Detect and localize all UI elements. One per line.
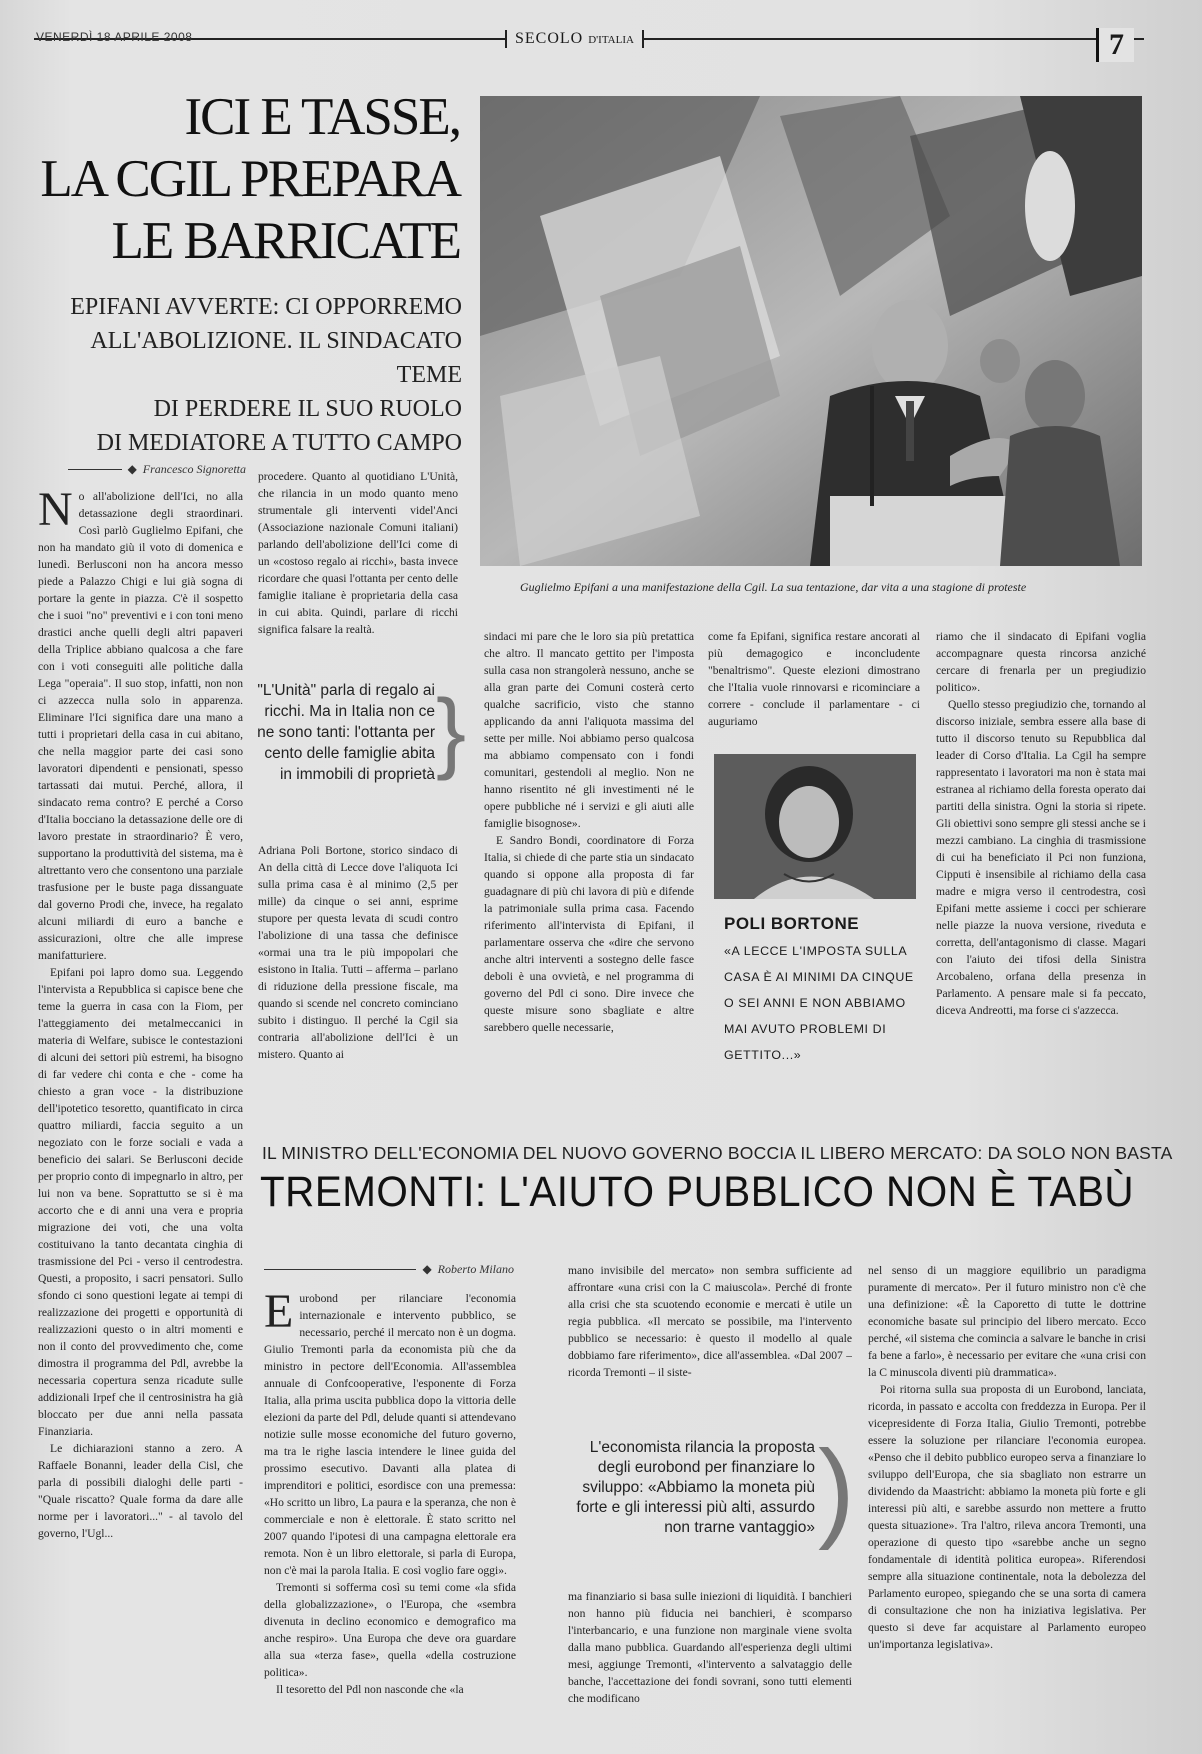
paragraph: ma finanziario si basa sulle iniezioni di liquidità. I banchieri non hanno più fiducia nei banchieri, è scomparso l'interbancario, e una funzione non marginale viene svolta dalla mano pubblica. Guardando all'esperienza degli ultimi mesi, aggiunge Tremonti, «l'intervento a salvataggio delle banche, l'accettazione dei fondi sovrani, sono tutti elementi che modificano xyxy=(568,1590,852,1705)
paragraph: Quello stesso pregiudizio che, tornando al discorso iniziale, sembra essere alla base di tutto il discorso tenuto su Repubblica dal leader di Corso d'Italia. La Cgil ha sempre rappresentato i lavoratori ma non è stata mai estranea al richiamo della foresta operato dai partiti della sinistra. Ogni la storia si ripete. Gli obiettivi sono sempre gli stessi anche se i mezzi cambiano. La cinghia di trasmissione di cui ha beneficiato il Pci non funziona, Cipputi è insensibile al richiamo della casa madre e migra verso il centrodestra, così Epifani mette assieme i cocci per schierare nelle piazze la nuova versione, riveduta e corretta, dell'antagonismo di classe. Magari con l'aiuto dei tifosi della Sinistra Arcobaleno, orfana della presenza in Parlamento. A pensare male si fa peccato, diceva Andreotti, ma forse ci s'azzecca. xyxy=(936,698,1146,1017)
subheadline-line: ALL'ABOLIZIONE. IL SINDACATO TEME xyxy=(90,328,462,388)
poli-bortone-quote: «A LECCE L'IMPOSTA SULLA CASA È AI MINIMI DA CINQUE O SEI ANNI E NON ABBIAMO MAI AVUTO PROBLEMI DI GETTITO...» xyxy=(724,944,914,1062)
article1-column-3 xyxy=(484,628,694,1068)
article1-column-4 xyxy=(708,628,920,740)
article1-column-5 xyxy=(936,628,1146,1068)
article2-column-2-top xyxy=(568,1262,852,1426)
article2-headline: TREMONTI: L'AIUTO PUBBLICO NON È TABÙ xyxy=(260,1168,1135,1216)
page-number: 7 xyxy=(1096,28,1134,62)
paper-suffix: D'ITALIA xyxy=(588,34,634,46)
poli-bortone-text xyxy=(724,914,919,1068)
pull-quote-bracket: } xyxy=(436,682,467,782)
paragraph: procedere. Quanto al quotidiano L'Unità, che rilancia in un modo quanto meno strumentale gli interventi videl'Anci (Associazione nazionale Comuni italiani) parlando dell'abolizione dell'Ici come di un «costoso regalo ai ricchi», basta invece ricordare che quasi l'ottanta per cento delle famiglie italiane è proprietaria della casa in cui abita. Quindi, parlare di ricchi significa falsare la realtà. xyxy=(258,470,458,636)
byline-rule xyxy=(68,469,122,470)
paragraph: sindaci mi pare che le loro sia più pretattica che altro. Il mancato gettito per l'imposta sulla casa non strangolerà nessuno, anche se alla gran parte dei Comuni costerà certo qualche sacrificio, visto che stanno applicando da anni l'aliquota massima del sette per mille. Noi abbiamo perso qualcosa ma abbiamo compensato con i fondi comunitari, gestendoli al meglio. Non ne hanno risentito né gli investimenti né le opere pubbliche né i servizi e gli aiuti alle famiglie bisognose». xyxy=(484,630,694,830)
article2-kicker: IL MINISTRO DELL'ECONOMIA DEL NUOVO GOVERNO BOCCIA IL LIBERO MERCATO: DA SOLO NON BASTA xyxy=(262,1143,1173,1163)
portrait-illustration xyxy=(714,754,916,899)
article2-author: Roberto Milano xyxy=(437,1262,514,1276)
poli-bortone-photo xyxy=(714,754,916,899)
article2-column-1 xyxy=(264,1290,516,1740)
byline-diamond-icon: ◆ xyxy=(127,462,137,476)
paragraph: nel senso di un maggiore equilibrio un paradigma puramente di mercato». Per il futuro ministro non c'è che una definizione: «È la Caporetto di tutte le dottrine economiche basate sul principio del libero mercato. Ecco perché, «il sistema che comincia a salvare le banche in crisi fa bene a farlo», è necessario per evitare che «una crisi con la C minuscola diventi più drammatica». xyxy=(868,1264,1146,1379)
poli-bortone-box xyxy=(714,754,916,1074)
paper-name: SECOLO xyxy=(515,30,584,47)
dropcap: E xyxy=(264,1290,294,1338)
article2-column-3 xyxy=(868,1262,1146,1742)
headline-line: LA CGIL PREPARA xyxy=(40,150,460,208)
headline-line: LE BARRICATE xyxy=(111,212,460,270)
paragraph: come fa Epifani, significa restare ancorati al più demagogico e inconcludente "benaltrismo". Queste elezioni dimostrano che l'Italia vuole rinnovarsi e ricominciare a correre - conclude il parlamentare - ci auguriamo xyxy=(708,630,920,728)
epifani-photo xyxy=(480,96,1142,566)
paragraph: Tremonti si sofferma così su temi come «la sfida della globalizzazione», o l'Europa, che «sembra divenuta in declino economico e demografico ma anche respiro». Una Europa che deve ora guardare alla sua «terza fase», quella «della costruzione politica». xyxy=(264,1581,516,1679)
subheadline-line: DI PERDERE IL SUO RUOLO xyxy=(153,396,462,422)
paragraph: mano invisibile del mercato» non sembra sufficiente ad affrontare «una crisi con la C maiuscola». Perché di fronte alla crisi che sta scuotendo economie e mercati è utile un regia pubblica. «Il mercato se possibile, ma l'intervento pubblico se necessario: è questo il modello al quale dobbiamo fare riferimento», dice all'assemblea. «Dal 2007 – ricorda Tremonti – il siste- xyxy=(568,1264,852,1379)
paragraph: Il tesoretto del Pdl non nasconde che «la xyxy=(276,1683,464,1696)
photo-caption: Guglielmo Epifani a una manifestazione della Cgil. La sua tentazione, dar vita a una stagione di proteste xyxy=(520,580,1027,594)
paragraph: o all'abolizione dell'Ici, no alla detassazione degli straordinari. Così parlò Guglielmo Epifani, che non ha mandato giù il voto di domenica e lunedì. Berlusconi non ha ancora messo piede a Palazzo Chigi e lui già sogna di portare la gente in piazza. C'è il sospetto che i suoi "no" preventivi e i con toni meno drastici anche quelli degli altri papaveri della Triplice abbiano qualcosa a che fare con i voti conseguiti alle politiche dalla Lega "operaia". Il suo stop, infatti, non non ci azzecca nulla solo in apparenza. Eliminare l'Ici significa dare una mano a tutti i proprietari della casa in cui abitano, che nella maggior parte dei casi sono lavoratori dipendenti e pensionati, spesso tartassati dai mutui. Perché, allora, il sindacato rema contro? E perché a Corso d'Italia bocciano la detassazione delle ore di lavoro prestate in straordinario? È vero, supportano la produttività del sistema, ma è altrettanto vero che consentono una parziale trasfusione per le buste paga dissanguate dal governo Prodi che, invece, ha regalato alcuni miliardi di euro a banche e assicurazioni, oltre che alle imprese manifatturiere. xyxy=(38,490,243,962)
byline-diamond-icon: ◆ xyxy=(422,1262,432,1276)
paragraph: urobond per rilanciare l'economia internazionale e intervento pubblico, se necessario, perché il mercato non è un dogma. Giulio Tremonti parla da economista più che da ministro in pectore dell'Economia. All'assemblea annuale di Confcooperative, l'esponente di Forza Italia, alla prima uscita pubblica dopo la vittoria delle elezioni da parte del Pdl, delude quanti si attendevano notizie sulle mosse economiche del futuro governo, ma tra le righe lascia intendere le linee guida del prossimo esecutivo. Davanti alla platea di imprenditori e politici, esordisce con una premessa: «Ho scritto un libro, La paura e la speranza, che non è commerciale e non è elettorale. È stato scritto nel 2007 quando l'ipotesi di una campagna elettorale era remota. Non è un libro elettorale, si parla di Europa, non c'è mai la parola Italia. E così voglio fare oggi». xyxy=(264,1292,516,1577)
subheadline-line: EPIFANI AVVERTE: CI OPPORREMO xyxy=(70,294,462,320)
article1-subheadline xyxy=(20,290,462,460)
article1-headline xyxy=(20,86,460,272)
masthead-date: VENERDÌ 18 APRILE 2008 xyxy=(36,30,193,44)
article1-column-2-bottom xyxy=(258,842,458,1066)
paragraph: Poi ritorna sulla sua proposta di un Eurobond, lanciata, ricorda, in passato e accolta con freddezza in Europa. Per il vicepresidente di Forza Italia, Giulio Tremonti, potrebbe essere la soluzione per rilanciare l'economia europea. «Penso che il debito pubblico europeo serva a finanziare lo sviluppo dell'Europa, che sia sbagliato non estrarre un dividendo da Maastricht: abbiamo la moneta più forte e gli interessi più alti, e sarebbe assurdo non mettere a frutto questa situazione». Tra l'altro, rileva ancora Tremonti, una operazione di questo tipo «sarebbe anche un segno fondamentale di identità politica europea». Riferendosi sempre alla situazione continentale, nota la debolezza del Parlamento europeo, spiegando che se una sorta di camera di consultazione che non ha iniziativa legislativa. Per questo si deve far acquistare al Parlamento europeo un'importanza legislativa». xyxy=(868,1383,1146,1651)
article2-pull-quote xyxy=(560,1438,815,1538)
article1-column-1 xyxy=(38,488,243,1628)
masthead-paper-name xyxy=(505,30,644,48)
headline-line: ICI E TASSE, xyxy=(184,88,460,146)
article1-byline xyxy=(68,462,246,477)
article1-column-2-top xyxy=(258,468,458,658)
article2-byline xyxy=(264,1262,514,1277)
article2-column-2-bottom xyxy=(568,1588,852,1738)
dropcap: N xyxy=(38,488,73,536)
paragraph: E Sandro Bondi, coordinatore di Forza Italia, si chiede di che parte stia un sindacato quando si oppone alla proposta di far guadagnare di più chi lavora di più e difende la patrimoniale sulla prima casa. Facendo riferimento all'intervista di Epifani, il parlamentare osserva che «dire che servono anche altri interventi a sostegno delle fasce deboli è una ovvietà, e nel programma di governo del Pdl ci sono. Dire invece che queste misure sono sbagliate e altre sarebbero quelle necessarie, xyxy=(484,834,694,1034)
poli-bortone-name: POLI BORTONE xyxy=(724,914,860,933)
article1-author: Francesco Signoretta xyxy=(142,462,246,476)
article1-pull-quote xyxy=(255,680,435,785)
pull-quote-bracket: ) xyxy=(818,1428,855,1551)
photo-illustration xyxy=(480,96,1142,566)
byline-rule xyxy=(264,1269,416,1270)
subheadline-line: DI MEDIATORE A TUTTO CAMPO xyxy=(96,430,462,456)
paragraph: Adriana Poli Bortone, storico sindaco di An della città di Lecce dove l'aliquota Ici sulla prima casa è al minimo (2,5 per mille) da cinque o sei anni, esprime stupore per questa levata di scudi contro l'abolizione di una tassa che definisce «ormai una tra le più impopolari che esistono in Italia. Tutti – afferma – parlano di riduzione della pressione fiscale, ma quando si scende nel concreto cominciano subito i distinguo. Il perché la Cgil sia contraria all'abolizione dell'Ici è un mistero. Quanto ai xyxy=(258,844,458,1061)
paragraph: Le dichiarazioni stanno a zero. A Raffaele Bonanni, leader della Cisl, che parla di possibili dialoghi delle parti - "Quale riscatto? Quale forma da dare alle norme per i lavoratori..." - al tavolo del governo, l'Ugl... xyxy=(38,1442,243,1540)
pull-quote-text: L'economista rilancia la proposta degli eurobond per finanziare lo sviluppo: «Abbiamo la moneta più forte e gli interessi più alti, assurdo non trarne vantaggio» xyxy=(576,1439,815,1536)
paragraph: Epifani poi lapro domo sua. Leggendo l'intervista a Repubblica si capisce bene che teme la guerra in casa con la Fiom, per l'atteggiamento dei metalmeccanici in materia di Welfare, subisce le contestazioni di alcuni dei settori più estremi, ha bisogno di far vedere chi conta e che - come ha chiesto a gran voce - la distribuzione dell'ipotetico tesoretto, quantificato in circa quattro miliardi, faccia seguito a un negoziato con le forze sociali e vada a beneficio dei salari. Se Berlusconi decide per proprio conto di impegnarlo in altro, per lui non va bene. Soprattutto se si è ma accorto che e di anni una vera e propria migrazione dei voti, che una volta costituivano la tanto decantata cinghia di trasmissione del Pci - verso il centrodestra. Questi, a proposito, i sacri pensatori. Sullo sfondo ci sono questioni legate ai tempi di realizzazione dei progetti e opportunità di realizzazioni questo o in altri momenti e non il conto del provvedimento che, come dimostra il programma del Pdl, avrebbe la necessaria copertura senza ricadute sulle addizionali Irpef che il centrosinistra ha già bloccato per due anni nella passata Finanziaria. xyxy=(38,966,243,1438)
paragraph: riamo che il sindacato di Epifani voglia accompagnare questa rincorsa anziché cercare di frenarla per un pregiudizio politico». xyxy=(936,630,1146,694)
pull-quote-text: "L'Unità" parla di regalo ai ricchi. Ma in Italia non ce ne sono tanti: l'ottanta per cento delle famiglie abita in immobili di proprietà xyxy=(257,682,435,783)
